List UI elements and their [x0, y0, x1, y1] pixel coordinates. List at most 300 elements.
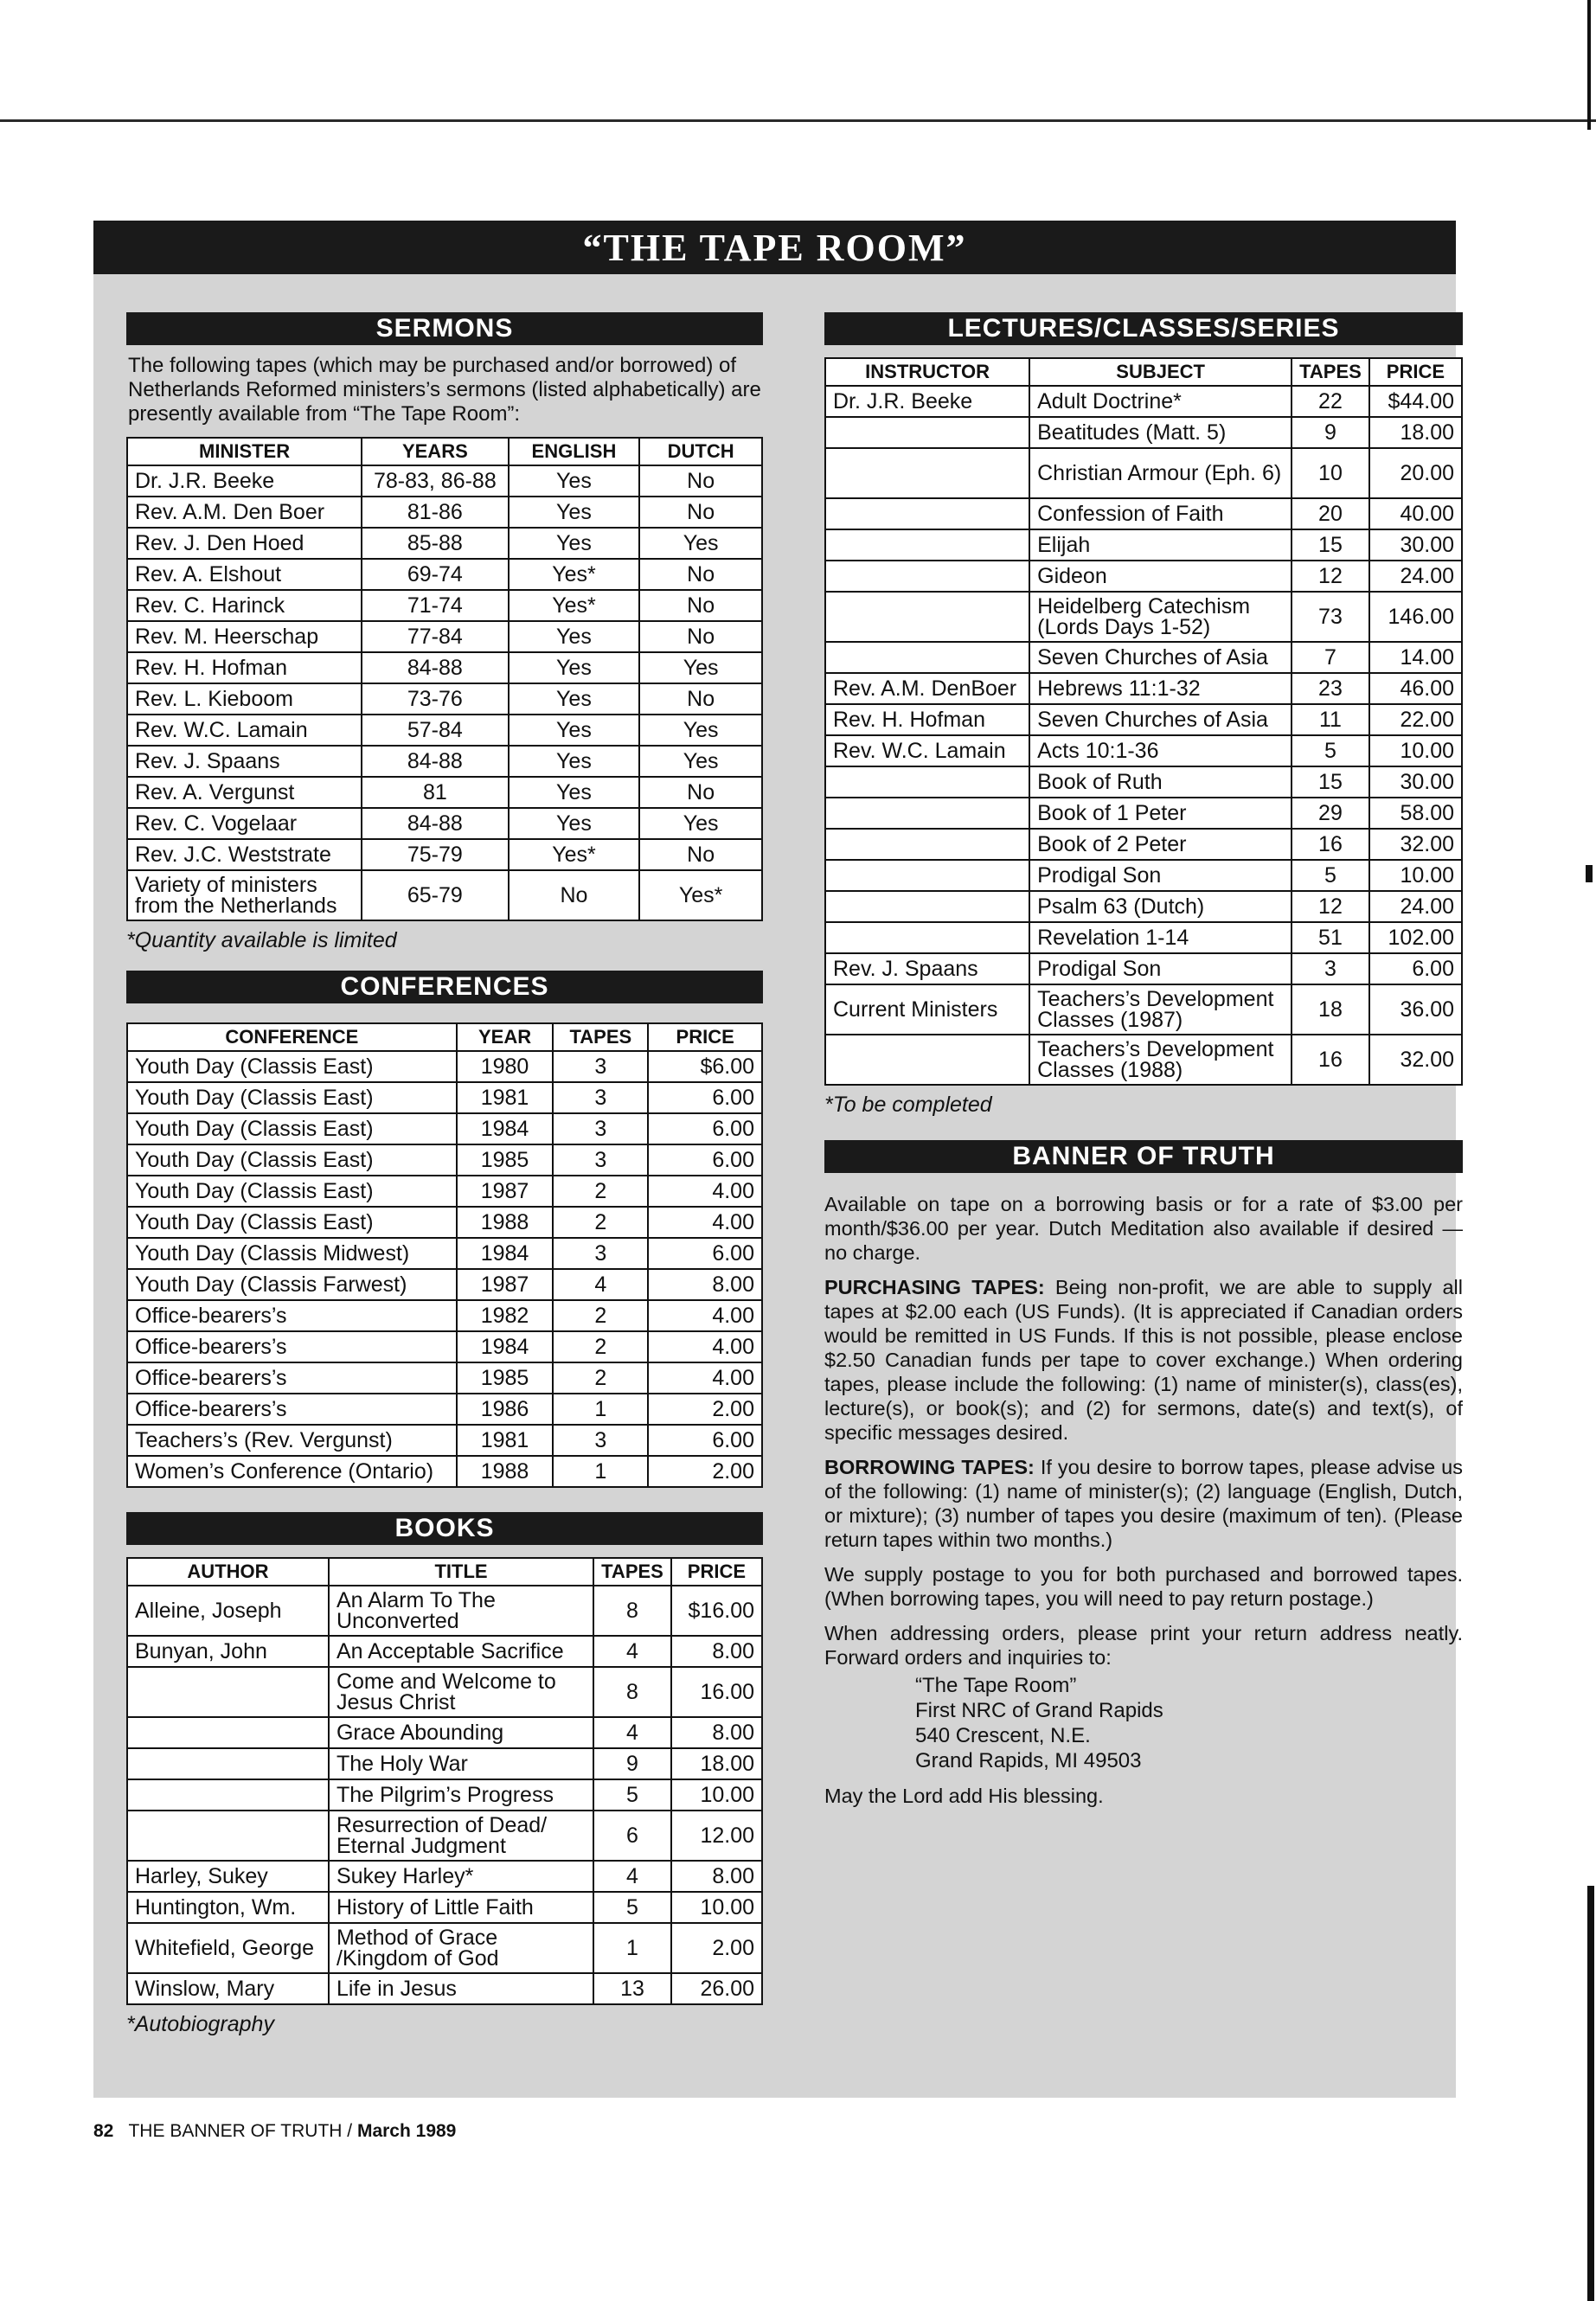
- table-cell: 57-84: [362, 715, 508, 746]
- table-row: [127, 652, 762, 683]
- table-row: [825, 860, 1462, 891]
- table-cell: Sukey Harley*: [329, 1861, 593, 1892]
- table-cell: 4.00: [648, 1176, 762, 1207]
- table-row: [825, 922, 1462, 953]
- table-row: [825, 704, 1462, 735]
- table-cell: [825, 642, 1029, 673]
- table-cell: Yes: [509, 746, 640, 777]
- table-cell: 102.00: [1369, 922, 1462, 953]
- table-cell: 16: [1292, 1035, 1369, 1085]
- table-cell: 5: [593, 1779, 671, 1811]
- table-cell: Yes: [509, 683, 640, 715]
- conferences-heading: CONFERENCES: [126, 971, 763, 1003]
- table-cell: Yes: [509, 465, 640, 497]
- table-cell: Yes: [509, 652, 640, 683]
- table-cell: $44.00: [1369, 386, 1462, 417]
- table-cell: 3: [553, 1051, 648, 1082]
- conferences-table: [126, 1022, 763, 1488]
- table-cell: 26.00: [671, 1973, 762, 2004]
- table-cell: 20.00: [1369, 448, 1462, 498]
- mailing-address: [915, 1673, 1463, 1773]
- table-row: [825, 529, 1462, 561]
- address-line: 540 Crescent, N.E.: [915, 1724, 1091, 1747]
- purchasing-text: Being non-profit, we are able to supply all tapes at $2.00 each (US Funds). (It is appreciated if Canadian orders would be remitted in US Funds. If this is not possible, please enclose $2.50 Canadian funds per tape to cover exchange.) When ordering tapes, please include the following: (1) name of minister(s), class(es), lecture(s), or book(s); and (2) for sermons, date(s) and text(s), of specific messages desired.: [824, 1276, 1463, 1444]
- top-rule: [0, 119, 1596, 122]
- table-row: [127, 1362, 762, 1394]
- table-cell: 4: [593, 1861, 671, 1892]
- table-cell: No: [639, 621, 762, 652]
- column-header: TITLE: [329, 1558, 593, 1586]
- table-cell: 13: [593, 1973, 671, 2004]
- table-cell: 2.00: [648, 1456, 762, 1487]
- table-row: [127, 1425, 762, 1456]
- table-cell: 1985: [457, 1362, 554, 1394]
- table-cell: Book of 2 Peter: [1029, 829, 1292, 860]
- table-cell: $16.00: [671, 1586, 762, 1636]
- table-cell: 2: [553, 1362, 648, 1394]
- table-cell: [825, 829, 1029, 860]
- table-cell: 22: [1292, 386, 1369, 417]
- sermons-heading: SERMONS: [126, 312, 763, 345]
- table-cell: Yes*: [509, 559, 640, 590]
- table-cell: 1: [553, 1456, 648, 1487]
- table-cell: Book of Ruth: [1029, 766, 1292, 798]
- table-cell: 71-74: [362, 590, 508, 621]
- table-cell: 51: [1292, 922, 1369, 953]
- table-cell: 8: [593, 1586, 671, 1636]
- table-cell: Seven Churches of Asia: [1029, 704, 1292, 735]
- table-cell: The Holy War: [329, 1748, 593, 1779]
- table-cell: [825, 417, 1029, 448]
- table-cell: No: [509, 870, 640, 920]
- table-cell: Christian Armour (Eph. 6): [1029, 448, 1292, 498]
- table-cell: Revelation 1-14: [1029, 922, 1292, 953]
- table-cell: [825, 592, 1029, 642]
- table-cell: Whitefield, George: [127, 1923, 329, 1973]
- table-row: [127, 1331, 762, 1362]
- borrowing-paragraph: [824, 1455, 1463, 1552]
- table-cell: Prodigal Son: [1029, 860, 1292, 891]
- table-row: [127, 1861, 762, 1892]
- table-cell: 8.00: [671, 1636, 762, 1667]
- table-cell: 3: [553, 1238, 648, 1269]
- table-cell: 12.00: [671, 1811, 762, 1861]
- table-cell: Yes: [509, 715, 640, 746]
- table-cell: 9: [1292, 417, 1369, 448]
- table-row: [825, 1035, 1462, 1085]
- table-cell: 6.00: [648, 1238, 762, 1269]
- table-cell: 6.00: [648, 1144, 762, 1176]
- table-row: [127, 1238, 762, 1269]
- table-cell: 6: [593, 1811, 671, 1861]
- column-header: YEARS: [362, 438, 508, 465]
- table-row: [127, 1811, 762, 1861]
- table-cell: 8.00: [671, 1861, 762, 1892]
- scan-edge: [1587, 0, 1591, 130]
- table-cell: Book of 1 Peter: [1029, 798, 1292, 829]
- table-cell: 2.00: [671, 1923, 762, 1973]
- table-cell: 6.00: [648, 1113, 762, 1144]
- table-cell: Rev. W.C. Lamain: [825, 735, 1029, 766]
- table-cell: 2.00: [648, 1394, 762, 1425]
- table-cell: 32.00: [1369, 1035, 1462, 1085]
- table-cell: 84-88: [362, 652, 508, 683]
- table-cell: Bunyan, John: [127, 1636, 329, 1667]
- table-cell: 12: [1292, 561, 1369, 592]
- table-cell: 4.00: [648, 1362, 762, 1394]
- table-row: [127, 1973, 762, 2004]
- table-cell: Confession of Faith: [1029, 498, 1292, 529]
- table-cell: 46.00: [1369, 673, 1462, 704]
- table-cell: Gideon: [1029, 561, 1292, 592]
- table-cell: [127, 1748, 329, 1779]
- table-row: [825, 448, 1462, 498]
- left-column: [126, 312, 763, 2037]
- table-cell: Rev. A. Elshout: [127, 559, 362, 590]
- sermons-table: [126, 437, 763, 921]
- address-line: First NRC of Grand Rapids: [915, 1699, 1163, 1722]
- table-cell: 1987: [457, 1176, 554, 1207]
- table-cell: 3: [553, 1144, 648, 1176]
- table-cell: 78-83, 86-88: [362, 465, 508, 497]
- table-cell: 8: [593, 1667, 671, 1717]
- table-cell: 2: [553, 1207, 648, 1238]
- lectures-note: *To be completed: [824, 1093, 992, 1117]
- table-cell: 10.00: [671, 1892, 762, 1923]
- table-row: [127, 1176, 762, 1207]
- page-title: “THE TAPE ROOM”: [93, 221, 1456, 274]
- table-row: [127, 559, 762, 590]
- column-header: PRICE: [648, 1023, 762, 1051]
- table-cell: No: [639, 559, 762, 590]
- table-cell: 1981: [457, 1425, 554, 1456]
- table-cell: 4.00: [648, 1331, 762, 1362]
- table-cell: 81: [362, 777, 508, 808]
- table-cell: Beatitudes (Matt. 5): [1029, 417, 1292, 448]
- table-cell: 22.00: [1369, 704, 1462, 735]
- table-cell: Teachers’s (Rev. Vergunst): [127, 1425, 457, 1456]
- blessing-line: May the Lord add His blessing.: [824, 1785, 1104, 1807]
- table-row: [127, 1586, 762, 1636]
- table-row: [127, 870, 762, 920]
- table-cell: 23: [1292, 673, 1369, 704]
- table-row: [127, 1207, 762, 1238]
- borrowing-text: If you desire to borrow tapes, please advise us of the following: (1) name of minister(s); (2) language (English, Dutch, or mixture); (3) number of tapes you desire (maximum of ten). (Please return tapes within two months.): [824, 1456, 1463, 1551]
- table-cell: 29: [1292, 798, 1369, 829]
- table-row: [127, 1269, 762, 1300]
- table-cell: $6.00: [648, 1051, 762, 1082]
- table-row: [825, 498, 1462, 529]
- table-cell: 4: [593, 1636, 671, 1667]
- table-row: [127, 1667, 762, 1717]
- table-cell: No: [639, 839, 762, 870]
- table-cell: 18: [1292, 984, 1369, 1035]
- table-cell: Teachers’s Development Classes (1987): [1029, 984, 1292, 1035]
- column-header: INSTRUCTOR: [825, 358, 1029, 386]
- right-column: [824, 312, 1463, 1818]
- table-cell: Yes: [509, 497, 640, 528]
- table-cell: [825, 498, 1029, 529]
- table-cell: 10: [1292, 448, 1369, 498]
- table-cell: Youth Day (Classis East): [127, 1207, 457, 1238]
- table-row: [127, 1636, 762, 1667]
- table-cell: 9: [593, 1748, 671, 1779]
- table-cell: 3: [553, 1082, 648, 1113]
- table-cell: Office-bearers’s: [127, 1331, 457, 1362]
- table-cell: Rev. W.C. Lamain: [127, 715, 362, 746]
- table-cell: Harley, Sukey: [127, 1861, 329, 1892]
- table-cell: Acts 10:1-36: [1029, 735, 1292, 766]
- table-cell: Youth Day (Classis East): [127, 1113, 457, 1144]
- table-cell: Grace Abounding: [329, 1717, 593, 1748]
- column-header: YEAR: [457, 1023, 554, 1051]
- lectures-heading: LECTURES/CLASSES/SERIES: [824, 312, 1463, 345]
- table-cell: 4.00: [648, 1207, 762, 1238]
- books-note: *Autobiography: [126, 2012, 274, 2036]
- table-cell: Yes: [639, 715, 762, 746]
- table-row: [825, 798, 1462, 829]
- table-cell: Yes*: [509, 590, 640, 621]
- table-cell: Dr. J.R. Beeke: [127, 465, 362, 497]
- table-cell: 85-88: [362, 528, 508, 559]
- table-row: [825, 984, 1462, 1035]
- table-row: [127, 621, 762, 652]
- table-row: [825, 735, 1462, 766]
- purchasing-label: PURCHASING TAPES:: [824, 1276, 1045, 1298]
- table-cell: Dr. J.R. Beeke: [825, 386, 1029, 417]
- table-cell: 30.00: [1369, 529, 1462, 561]
- column-header: ENGLISH: [509, 438, 640, 465]
- table-row: [127, 1082, 762, 1113]
- banner-text: [824, 1192, 1463, 1808]
- table-row: [825, 891, 1462, 922]
- table-cell: 24.00: [1369, 891, 1462, 922]
- banner-heading: BANNER OF TRUTH: [824, 1140, 1463, 1173]
- table-row: [825, 673, 1462, 704]
- table-cell: [127, 1667, 329, 1717]
- table-cell: Youth Day (Classis East): [127, 1144, 457, 1176]
- column-header: MINISTER: [127, 438, 362, 465]
- table-cell: 1984: [457, 1113, 554, 1144]
- table-cell: Yes: [509, 777, 640, 808]
- table-cell: 75-79: [362, 839, 508, 870]
- column-header: TAPES: [1292, 358, 1369, 386]
- table-cell: No: [639, 465, 762, 497]
- lectures-table: [824, 357, 1463, 1086]
- table-cell: Heidelberg Catechism (Lords Days 1-52): [1029, 592, 1292, 642]
- table-cell: 32.00: [1369, 829, 1462, 860]
- table-cell: No: [639, 590, 762, 621]
- table-cell: Variety of ministers from the Netherlands: [127, 870, 362, 920]
- table-row: [127, 808, 762, 839]
- borrowing-label: BORROWING TAPES:: [824, 1456, 1035, 1478]
- table-row: [127, 1779, 762, 1811]
- table-cell: No: [639, 683, 762, 715]
- table-cell: Seven Churches of Asia: [1029, 642, 1292, 673]
- table-cell: Office-bearers’s: [127, 1362, 457, 1394]
- table-cell: No: [639, 777, 762, 808]
- table-cell: [825, 448, 1029, 498]
- table-cell: Rev. L. Kieboom: [127, 683, 362, 715]
- table-cell: 40.00: [1369, 498, 1462, 529]
- table-row: [127, 683, 762, 715]
- table-cell: 3: [553, 1425, 648, 1456]
- table-row: [127, 1144, 762, 1176]
- table-cell: Huntington, Wm.: [127, 1892, 329, 1923]
- table-row: [825, 386, 1462, 417]
- table-row: [825, 953, 1462, 984]
- table-cell: 81-86: [362, 497, 508, 528]
- table-cell: 1984: [457, 1238, 554, 1269]
- table-cell: 16: [1292, 829, 1369, 860]
- table-cell: Current Ministers: [825, 984, 1029, 1035]
- table-cell: An Alarm To The Unconverted: [329, 1586, 593, 1636]
- table-row: [127, 1300, 762, 1331]
- column-header: SUBJECT: [1029, 358, 1292, 386]
- column-header: TAPES: [553, 1023, 648, 1051]
- table-cell: 10.00: [1369, 860, 1462, 891]
- table-cell: Yes: [639, 652, 762, 683]
- table-row: [127, 465, 762, 497]
- books-table: [126, 1557, 763, 2005]
- table-cell: Elijah: [1029, 529, 1292, 561]
- table-cell: 58.00: [1369, 798, 1462, 829]
- table-cell: 3: [553, 1113, 648, 1144]
- table-cell: Yes: [509, 621, 640, 652]
- table-cell: Youth Day (Classis Farwest): [127, 1269, 457, 1300]
- page-number: 82: [93, 2121, 114, 2141]
- table-cell: [825, 798, 1029, 829]
- table-cell: [825, 529, 1029, 561]
- table-cell: Youth Day (Classis East): [127, 1082, 457, 1113]
- table-row: [127, 1923, 762, 1973]
- table-cell: 2: [553, 1331, 648, 1362]
- column-header: CONFERENCE: [127, 1023, 457, 1051]
- table-cell: Office-bearers’s: [127, 1300, 457, 1331]
- table-cell: 73: [1292, 592, 1369, 642]
- publication-name: THE BANNER OF TRUTH /: [128, 2121, 357, 2141]
- table-cell: Rev. M. Heerschap: [127, 621, 362, 652]
- table-cell: 1980: [457, 1051, 554, 1082]
- table-cell: Adult Doctrine*: [1029, 386, 1292, 417]
- table-row: [127, 590, 762, 621]
- table-cell: 6.00: [1369, 953, 1462, 984]
- addressing-paragraph: When addressing orders, please print your return address neatly. Forward orders and inquiries to:: [824, 1622, 1463, 1669]
- table-cell: 8.00: [648, 1269, 762, 1300]
- table-row: [127, 1113, 762, 1144]
- table-cell: No: [639, 497, 762, 528]
- column-header: PRICE: [671, 1558, 762, 1586]
- table-cell: [825, 891, 1029, 922]
- table-cell: [825, 561, 1029, 592]
- table-row: [127, 1456, 762, 1487]
- table-cell: Rev. J.C. Weststrate: [127, 839, 362, 870]
- table-cell: 5: [1292, 735, 1369, 766]
- table-cell: Yes: [509, 808, 640, 839]
- table-cell: Rev. C. Vogelaar: [127, 808, 362, 839]
- page-footer: [93, 2121, 456, 2142]
- scan-edge: [1587, 1886, 1594, 2301]
- table-cell: 15: [1292, 766, 1369, 798]
- table-cell: [127, 1779, 329, 1811]
- table-cell: Office-bearers’s: [127, 1394, 457, 1425]
- table-cell: Hebrews 11:1-32: [1029, 673, 1292, 704]
- sermons-intro: The following tapes (which may be purchased and/or borrowed) of Netherlands Reformed ministers’s sermons (listed alphabetically) are presently available from “The Tape Room”:: [128, 354, 761, 426]
- table-cell: Prodigal Son: [1029, 953, 1292, 984]
- table-row: [825, 561, 1462, 592]
- table-cell: 12: [1292, 891, 1369, 922]
- table-cell: 7: [1292, 642, 1369, 673]
- table-cell: History of Little Faith: [329, 1892, 593, 1923]
- table-cell: 16.00: [671, 1667, 762, 1717]
- table-cell: 69-74: [362, 559, 508, 590]
- table-cell: [825, 922, 1029, 953]
- table-cell: Alleine, Joseph: [127, 1586, 329, 1636]
- table-cell: Women’s Conference (Ontario): [127, 1456, 457, 1487]
- table-cell: 20: [1292, 498, 1369, 529]
- table-cell: 6.00: [648, 1082, 762, 1113]
- books-heading: BOOKS: [126, 1512, 763, 1545]
- table-cell: Resurrection of Dead/ Eternal Judgment: [329, 1811, 593, 1861]
- issue-date: March 1989: [356, 2121, 457, 2141]
- table-cell: 1: [553, 1394, 648, 1425]
- table-cell: Yes*: [509, 839, 640, 870]
- table-cell: 1984: [457, 1331, 554, 1362]
- table-cell: Rev. J. Spaans: [825, 953, 1029, 984]
- table-cell: 4: [593, 1717, 671, 1748]
- table-cell: Rev. J. Spaans: [127, 746, 362, 777]
- table-cell: 1988: [457, 1456, 554, 1487]
- table-cell: 3: [1292, 953, 1369, 984]
- column-header: DUTCH: [639, 438, 762, 465]
- address-line: “The Tape Room”: [915, 1674, 1077, 1697]
- table-cell: 1988: [457, 1207, 554, 1238]
- table-cell: 73-76: [362, 683, 508, 715]
- table-cell: 4: [553, 1269, 648, 1300]
- purchasing-paragraph: [824, 1275, 1463, 1445]
- table-row: [825, 766, 1462, 798]
- table-cell: 5: [593, 1892, 671, 1923]
- table-cell: 18.00: [671, 1748, 762, 1779]
- table-cell: 11: [1292, 704, 1369, 735]
- table-cell: Rev. C. Harinck: [127, 590, 362, 621]
- table-row: [127, 1748, 762, 1779]
- table-cell: Yes: [639, 808, 762, 839]
- table-cell: Teachers’s Development Classes (1988): [1029, 1035, 1292, 1085]
- column-header: AUTHOR: [127, 1558, 329, 1586]
- table-cell: 65-79: [362, 870, 508, 920]
- table-cell: [825, 860, 1029, 891]
- table-cell: Rev. J. Den Hoed: [127, 528, 362, 559]
- table-cell: 30.00: [1369, 766, 1462, 798]
- table-row: [127, 777, 762, 808]
- table-cell: An Acceptable Sacrifice: [329, 1636, 593, 1667]
- table-cell: Winslow, Mary: [127, 1973, 329, 2004]
- table-row: [825, 592, 1462, 642]
- table-row: [127, 1051, 762, 1082]
- table-cell: 8.00: [671, 1717, 762, 1748]
- table-cell: 1987: [457, 1269, 554, 1300]
- table-cell: 5: [1292, 860, 1369, 891]
- table-cell: 146.00: [1369, 592, 1462, 642]
- table-row: [127, 1892, 762, 1923]
- table-cell: Yes: [509, 528, 640, 559]
- postage-paragraph: We supply postage to you for both purchased and borrowed tapes. (When borrowing tapes, you will need to pay return postage.): [824, 1563, 1463, 1610]
- table-row: [127, 746, 762, 777]
- table-cell: Come and Welcome to Jesus Christ: [329, 1667, 593, 1717]
- table-row: [825, 829, 1462, 860]
- table-cell: [825, 766, 1029, 798]
